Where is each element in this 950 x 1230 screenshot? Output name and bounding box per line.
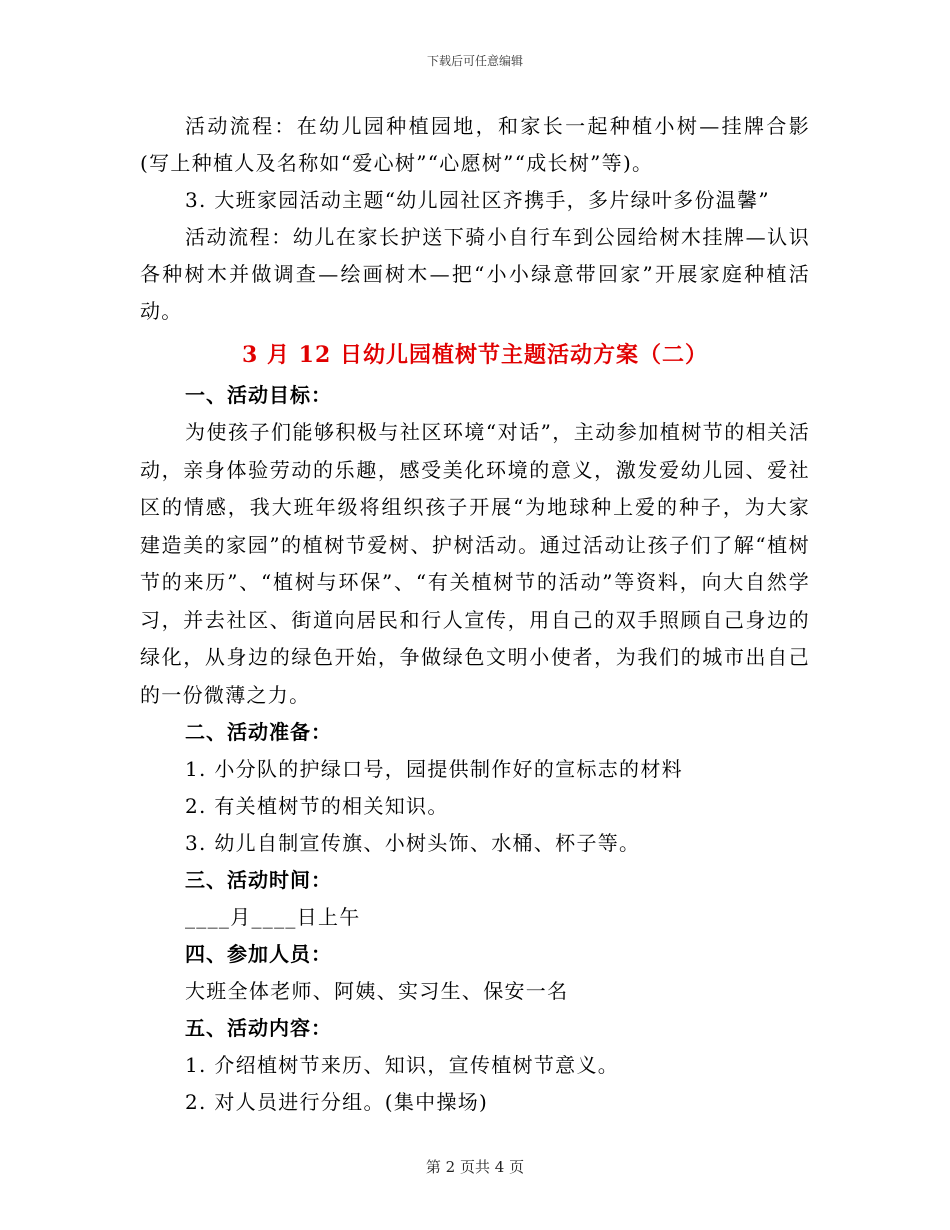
goal-text: 为使孩子们能够积极与社区环境“对话”，主动参加植树节的相关活动，亲身体验劳动的乐趣，感受美化环境的意义，激发爱幼儿园、爱社区的情感，我大班年级将组织孩子开展“为地球种上爱的种子，为大家建造美的家园”的植树节爱树、护树活动。通过活动让孩子们了解“植树节的来历”、“植树与环保”、“有关植树节的活动”等资料，向大自然学习，并去社区、街道向居民和行人宣传，用自己的双手照顾自己身边的绿化，从身边的绿色开始，争做绿色文明小使者，为我们的城市出自己的一份微薄之力。 <box>140 420 810 707</box>
time-heading: 三、活动时间： <box>185 868 332 892</box>
goal-heading: 一、活动目标： <box>185 383 332 407</box>
activity-3-title: 3. 大班家园活动主题“幼儿园社区齐携手，多片绿叶多份温馨” <box>185 188 770 212</box>
content-heading: 五、活动内容： <box>185 1016 332 1040</box>
section-title: 3 月 12 日幼儿园植树节主题活动方案（二） <box>242 342 708 368</box>
prep-item-2: 2. 有关植树节的相关知识。 <box>185 794 449 818</box>
flow-paragraph-2: 活动流程：幼儿在家长护送下骑小自行车到公园给树木挂牌—认识各种树木并做调查—绘画树木—把“小小绿意带回家”开展家庭种植活动。 <box>140 225 810 323</box>
time-text: ____月____日上午 <box>185 905 361 929</box>
prep-item-3: 3. 幼儿自制宣传旗、小树头饰、水桶、杯子等。 <box>185 831 641 855</box>
people-text: 大班全体老师、阿姨、实习生、保安一名 <box>185 979 569 1003</box>
flow-paragraph-1: 活动流程：在幼儿园种植园地，和家长一起种植小树—挂牌合影(写上种植人及名称如“爱心树”“心愿树”“成长树”等)。 <box>140 114 810 175</box>
content-item-1: 1. 介绍植树节来历、知识，宣传植树节意义。 <box>185 1053 620 1077</box>
content-item-2: 2. 对人员进行分组。(集中操场) <box>185 1090 489 1114</box>
prep-item-1: 1. 小分队的护绿口号，园提供制作好的宣标志的材料 <box>185 757 683 781</box>
people-heading: 四、参加人员： <box>185 942 332 966</box>
document-body <box>140 108 810 1121</box>
page-header: 下载后可任意编辑 <box>426 54 523 68</box>
page-footer: 第 2 页共 4 页 <box>425 1158 525 1176</box>
prep-heading: 二、活动准备： <box>185 720 332 744</box>
